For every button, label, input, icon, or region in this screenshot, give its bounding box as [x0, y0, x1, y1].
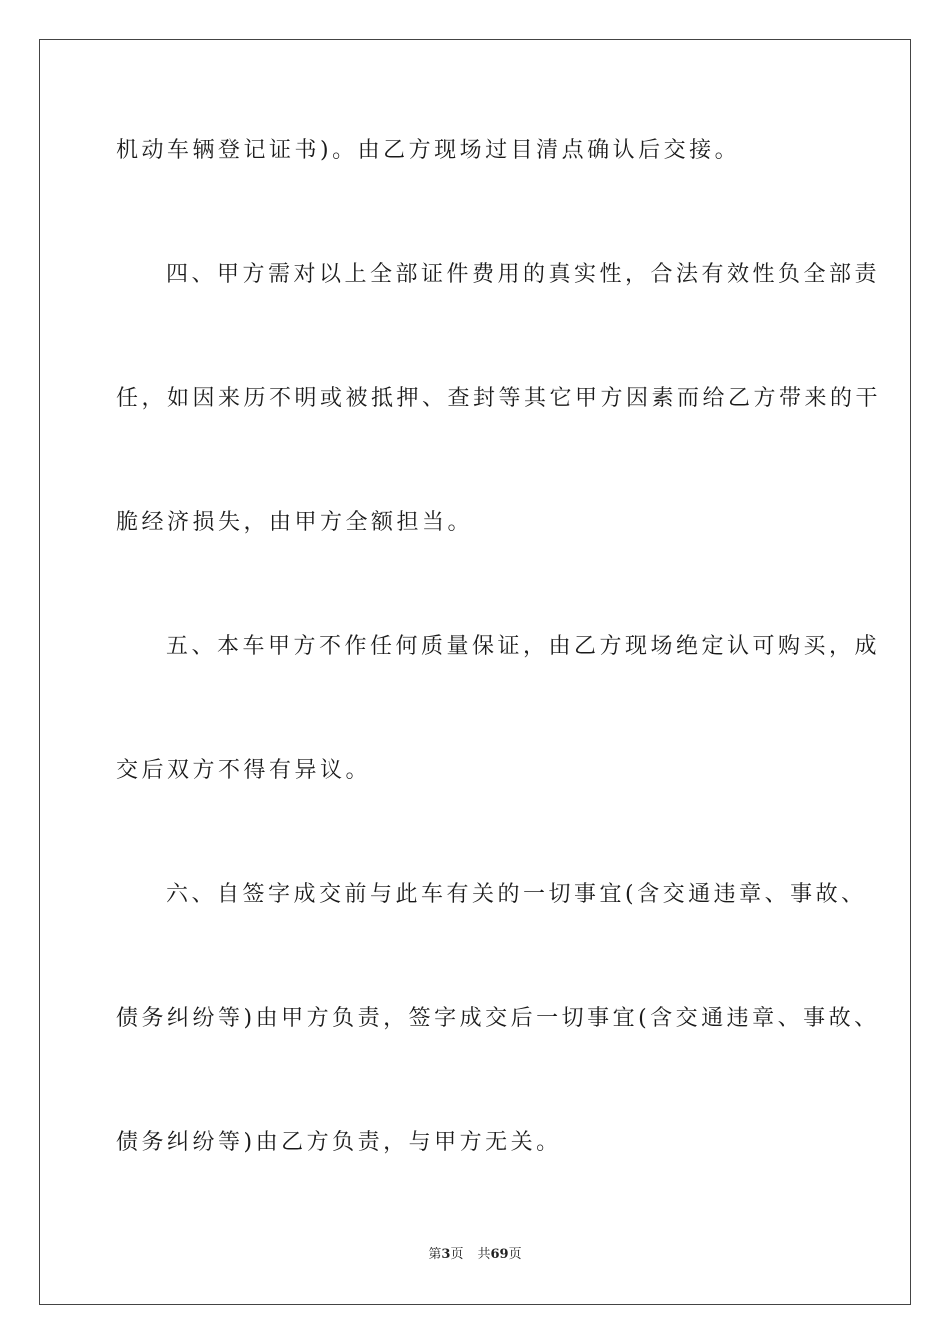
- paragraph-line: 脆经济损失，由甲方全额担当。: [116, 510, 474, 535]
- page-prefix: 第: [428, 1247, 442, 1262]
- paragraph-line: 交后双方不得有异议。: [116, 758, 372, 783]
- paragraph-line: 债务纠纷等)由乙方负责，与甲方无关。: [116, 1130, 562, 1155]
- paragraph-line: 四、甲方需对以上全部证件费用的真实性，合法有效性负全部责: [166, 262, 881, 287]
- paragraph-line: 五、本车甲方不作任何质量保证，由乙方现场绝定认可购买，成: [166, 634, 881, 659]
- page-footer: [0, 1246, 950, 1264]
- page-border: [39, 39, 911, 1305]
- total-suffix: 页: [508, 1247, 522, 1262]
- paragraph-line: 任，如因来历不明或被抵押、查封等其它甲方因素而给乙方带来的干: [116, 386, 882, 411]
- page-suffix: 页: [450, 1247, 464, 1262]
- paragraph-line: 机动车辆登记证书)。由乙方现场过目清点确认后交接。: [116, 138, 741, 163]
- page-current: 3: [441, 1247, 451, 1262]
- paragraph-line: 六、自签字成交前与此车有关的一切事宜(含交通违章、事故、: [166, 882, 867, 907]
- page-total: 69: [490, 1247, 509, 1262]
- total-prefix: 共: [477, 1247, 491, 1262]
- paragraph-line: 债务纠纷等)由甲方负责，签字成交后一切事宜(含交通违章、事故、: [116, 1006, 880, 1031]
